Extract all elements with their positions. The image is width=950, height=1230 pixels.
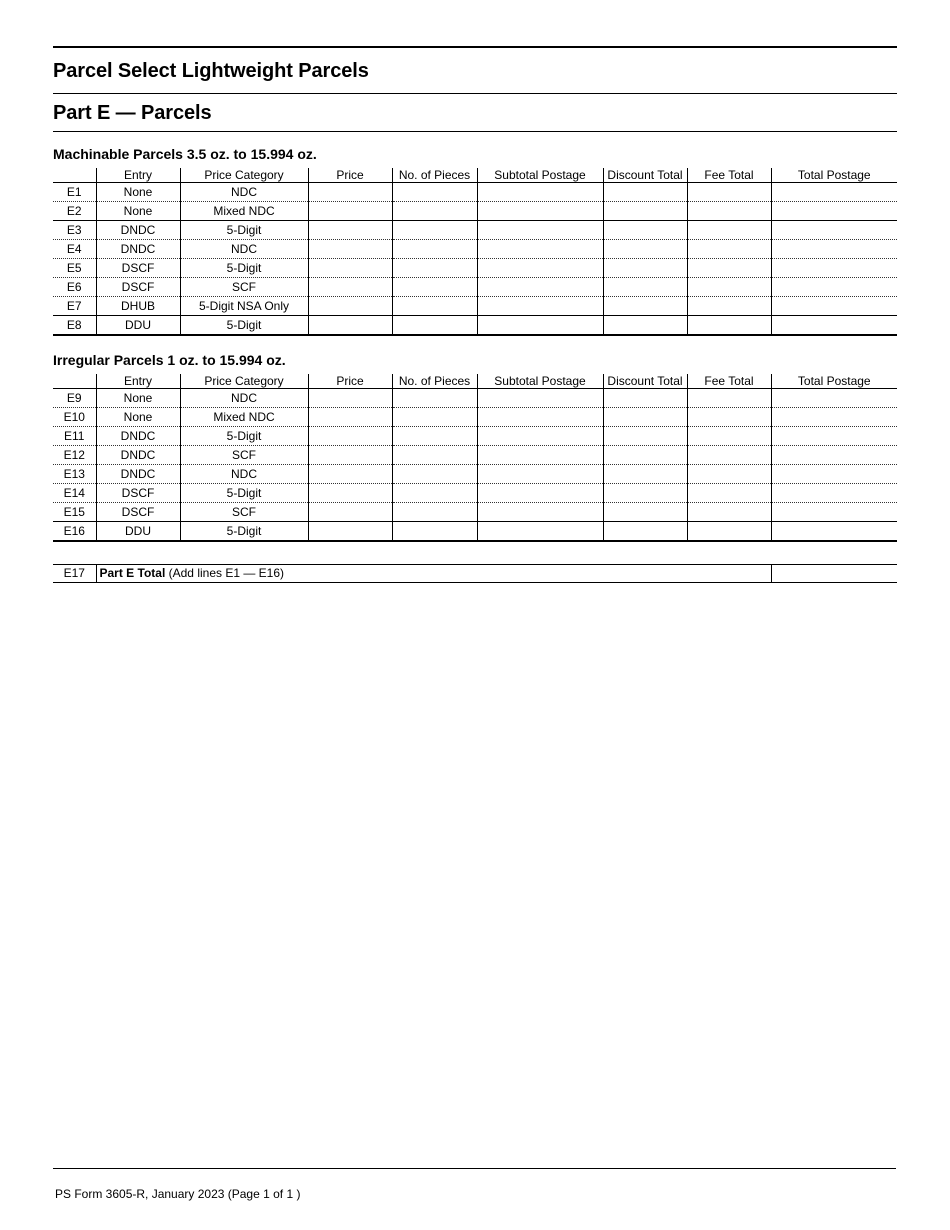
fee-input[interactable]	[687, 240, 771, 259]
entry-cell: None	[96, 408, 180, 427]
subtotal-input[interactable]	[477, 408, 603, 427]
price-input[interactable]	[308, 484, 392, 503]
pieces-input[interactable]	[392, 446, 477, 465]
discount-input[interactable]	[603, 484, 687, 503]
entry-cell: DNDC	[96, 221, 180, 240]
subtotal-input[interactable]	[477, 427, 603, 446]
price-category-cell: 5-Digit	[180, 427, 308, 446]
price-input[interactable]	[308, 465, 392, 484]
subtotal-input[interactable]	[477, 484, 603, 503]
pieces-input[interactable]	[392, 259, 477, 278]
price-category-cell: 5-Digit	[180, 522, 308, 542]
price-input[interactable]	[308, 389, 392, 408]
table-row	[53, 446, 897, 465]
entry-cell: DDU	[96, 316, 180, 336]
price-input[interactable]	[308, 278, 392, 297]
machinable-heading: Machinable Parcels 3.5 oz. to 15.994 oz.	[53, 146, 317, 162]
price-input[interactable]	[308, 446, 392, 465]
fee-input[interactable]	[687, 221, 771, 240]
column-header: Entry	[96, 168, 180, 183]
column-header: No. of Pieces	[392, 374, 477, 389]
pieces-input[interactable]	[392, 316, 477, 336]
total-label-bold: Part E Total	[99, 566, 166, 580]
line-number: E3	[53, 221, 96, 240]
total-postage-input[interactable]	[771, 278, 897, 297]
price-category-cell: NDC	[180, 465, 308, 484]
subtotal-input[interactable]	[477, 259, 603, 278]
part-rule	[53, 131, 897, 132]
fee-input[interactable]	[687, 202, 771, 221]
entry-cell: DSCF	[96, 259, 180, 278]
column-header: Fee Total	[687, 374, 771, 389]
discount-input[interactable]	[603, 240, 687, 259]
line-number: E4	[53, 240, 96, 259]
fee-input[interactable]	[687, 522, 771, 542]
machinable-body	[53, 183, 897, 336]
subtotal-input[interactable]	[477, 240, 603, 259]
pieces-input[interactable]	[392, 503, 477, 522]
price-category-cell: 5-Digit	[180, 484, 308, 503]
price-input[interactable]	[308, 202, 392, 221]
table-row	[53, 522, 897, 542]
table-row	[53, 297, 897, 316]
table-row	[53, 202, 897, 221]
total-label-rest: (Add lines E1 — E16)	[165, 566, 285, 580]
discount-input[interactable]	[603, 427, 687, 446]
discount-input[interactable]	[603, 202, 687, 221]
line-number: E13	[53, 465, 96, 484]
fee-input[interactable]	[687, 484, 771, 503]
price-category-cell: NDC	[180, 240, 308, 259]
entry-cell: DNDC	[96, 465, 180, 484]
subtotal-input[interactable]	[477, 503, 603, 522]
irregular-heading: Irregular Parcels 1 oz. to 15.994 oz.	[53, 352, 286, 368]
discount-input[interactable]	[603, 183, 687, 202]
table-row	[53, 503, 897, 522]
machinable-header-row	[53, 168, 897, 183]
table-row	[53, 389, 897, 408]
entry-cell: DHUB	[96, 297, 180, 316]
total-postage-input[interactable]	[771, 484, 897, 503]
discount-input[interactable]	[603, 522, 687, 542]
column-header	[53, 168, 96, 183]
fee-input[interactable]	[687, 465, 771, 484]
fee-input[interactable]	[687, 503, 771, 522]
irregular-table	[53, 374, 897, 542]
discount-input[interactable]	[603, 408, 687, 427]
column-header: Total Postage	[771, 374, 897, 389]
column-header: Discount Total	[603, 168, 687, 183]
entry-cell: DNDC	[96, 240, 180, 259]
discount-input[interactable]	[603, 503, 687, 522]
subtotal-input[interactable]	[477, 465, 603, 484]
fee-input[interactable]	[687, 446, 771, 465]
discount-input[interactable]	[603, 316, 687, 336]
price-category-cell: SCF	[180, 503, 308, 522]
line-number: E14	[53, 484, 96, 503]
price-category-cell: 5-Digit	[180, 221, 308, 240]
total-postage-input[interactable]	[771, 259, 897, 278]
discount-input[interactable]	[603, 389, 687, 408]
line-number: E7	[53, 297, 96, 316]
title-rule	[53, 93, 897, 94]
price-category-cell: SCF	[180, 446, 308, 465]
total-postage-input[interactable]	[771, 503, 897, 522]
pieces-input[interactable]	[392, 389, 477, 408]
fee-input[interactable]	[687, 259, 771, 278]
price-category-cell: NDC	[180, 183, 308, 202]
line-number: E10	[53, 408, 96, 427]
table-row	[53, 316, 897, 336]
price-input[interactable]	[308, 408, 392, 427]
price-input[interactable]	[308, 297, 392, 316]
price-category-cell: Mixed NDC	[180, 408, 308, 427]
pieces-input[interactable]	[392, 202, 477, 221]
table-row	[53, 465, 897, 484]
total-postage-input[interactable]	[771, 389, 897, 408]
column-header: No. of Pieces	[392, 168, 477, 183]
pieces-input[interactable]	[392, 278, 477, 297]
subtotal-input[interactable]	[477, 202, 603, 221]
column-header	[53, 374, 96, 389]
pieces-input[interactable]	[392, 408, 477, 427]
table-row	[53, 221, 897, 240]
total-row	[53, 565, 897, 583]
entry-cell: DDU	[96, 522, 180, 542]
total-postage-input[interactable]	[771, 297, 897, 316]
table-row	[53, 278, 897, 297]
column-header: Discount Total	[603, 374, 687, 389]
price-category-cell: 5-Digit NSA Only	[180, 297, 308, 316]
pieces-input[interactable]	[392, 465, 477, 484]
part-title: Part E — Parcels	[53, 102, 212, 124]
entry-cell: None	[96, 183, 180, 202]
part-e-total-table	[53, 564, 897, 583]
subtotal-input[interactable]	[477, 221, 603, 240]
irregular-body	[53, 389, 897, 542]
discount-input[interactable]	[603, 221, 687, 240]
price-category-cell: NDC	[180, 389, 308, 408]
discount-input[interactable]	[603, 278, 687, 297]
subtotal-input[interactable]	[477, 316, 603, 336]
pieces-input[interactable]	[392, 297, 477, 316]
price-input[interactable]	[308, 240, 392, 259]
form-footer: PS Form 3605-R, January 2023 (Page 1 of 1 )	[55, 1187, 301, 1201]
price-category-cell: 5-Digit	[180, 259, 308, 278]
fee-input[interactable]	[687, 316, 771, 336]
fee-input[interactable]	[687, 297, 771, 316]
line-number: E8	[53, 316, 96, 336]
table-row	[53, 408, 897, 427]
column-header: Entry	[96, 374, 180, 389]
top-rule	[53, 46, 897, 48]
price-input[interactable]	[308, 503, 392, 522]
entry-cell: DSCF	[96, 278, 180, 297]
line-number: E2	[53, 202, 96, 221]
line-number: E9	[53, 389, 96, 408]
line-number: E16	[53, 522, 96, 542]
line-number: E5	[53, 259, 96, 278]
fee-input[interactable]	[687, 183, 771, 202]
total-line-number: E17	[53, 565, 96, 583]
pieces-input[interactable]	[392, 522, 477, 542]
line-number: E1	[53, 183, 96, 202]
subtotal-input[interactable]	[477, 389, 603, 408]
fee-input[interactable]	[687, 278, 771, 297]
discount-input[interactable]	[603, 297, 687, 316]
line-number: E12	[53, 446, 96, 465]
pieces-input[interactable]	[392, 221, 477, 240]
fee-input[interactable]	[687, 427, 771, 446]
total-postage-input[interactable]	[771, 183, 897, 202]
discount-input[interactable]	[603, 465, 687, 484]
column-header: Price	[308, 168, 392, 183]
line-number: E6	[53, 278, 96, 297]
irregular-header-row	[53, 374, 897, 389]
entry-cell: DNDC	[96, 427, 180, 446]
total-postage-input[interactable]	[771, 221, 897, 240]
price-category-cell: SCF	[180, 278, 308, 297]
pieces-input[interactable]	[392, 484, 477, 503]
pieces-input[interactable]	[392, 427, 477, 446]
fee-input[interactable]	[687, 408, 771, 427]
price-input[interactable]	[308, 316, 392, 336]
subtotal-input[interactable]	[477, 446, 603, 465]
discount-input[interactable]	[603, 259, 687, 278]
page-title: Parcel Select Lightweight Parcels	[53, 60, 369, 82]
price-input[interactable]	[308, 427, 392, 446]
table-row	[53, 183, 897, 202]
column-header: Subtotal Postage	[477, 168, 603, 183]
line-number: E11	[53, 427, 96, 446]
discount-input[interactable]	[603, 446, 687, 465]
table-row	[53, 484, 897, 503]
subtotal-input[interactable]	[477, 297, 603, 316]
subtotal-input[interactable]	[477, 278, 603, 297]
total-postage-input[interactable]	[771, 446, 897, 465]
column-header: Price Category	[180, 374, 308, 389]
table-row	[53, 259, 897, 278]
pieces-input[interactable]	[392, 240, 477, 259]
total-postage-input[interactable]	[771, 240, 897, 259]
table-row	[53, 427, 897, 446]
price-input[interactable]	[308, 259, 392, 278]
entry-cell: DSCF	[96, 484, 180, 503]
fee-input[interactable]	[687, 389, 771, 408]
price-input[interactable]	[308, 221, 392, 240]
pieces-input[interactable]	[392, 183, 477, 202]
price-input[interactable]	[308, 183, 392, 202]
subtotal-input[interactable]	[477, 183, 603, 202]
subtotal-input[interactable]	[477, 522, 603, 542]
column-header: Subtotal Postage	[477, 374, 603, 389]
entry-cell: DNDC	[96, 446, 180, 465]
total-postage-input[interactable]	[771, 465, 897, 484]
line-number: E15	[53, 503, 96, 522]
price-category-cell: Mixed NDC	[180, 202, 308, 221]
total-label	[96, 565, 771, 583]
total-postage-input[interactable]	[771, 316, 897, 336]
total-postage-input[interactable]	[771, 522, 897, 542]
entry-cell: None	[96, 202, 180, 221]
footer-rule	[53, 1168, 896, 1169]
column-header: Price	[308, 374, 392, 389]
column-header: Price Category	[180, 168, 308, 183]
price-input[interactable]	[308, 522, 392, 542]
machinable-table	[53, 168, 897, 336]
total-postage-input[interactable]	[771, 408, 897, 427]
entry-cell: None	[96, 389, 180, 408]
total-postage-input[interactable]	[771, 427, 897, 446]
price-category-cell: 5-Digit	[180, 316, 308, 336]
total-postage-input[interactable]	[771, 565, 897, 583]
table-row	[53, 240, 897, 259]
column-header: Fee Total	[687, 168, 771, 183]
entry-cell: DSCF	[96, 503, 180, 522]
column-header: Total Postage	[771, 168, 897, 183]
total-postage-input[interactable]	[771, 202, 897, 221]
